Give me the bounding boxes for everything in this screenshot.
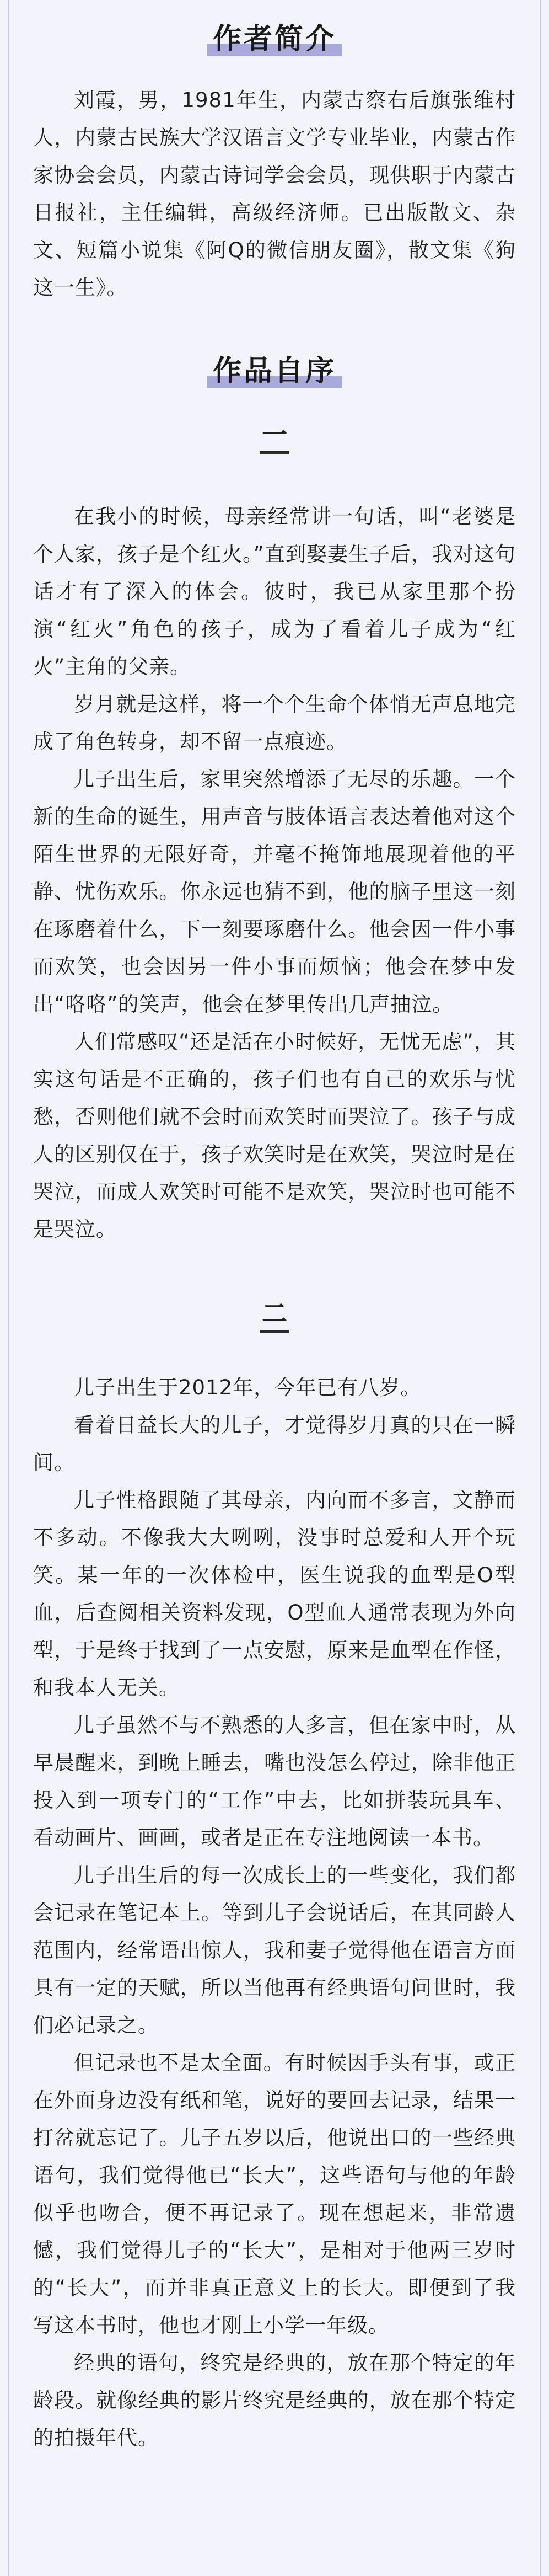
paragraph: 儿子虽然不与不熟悉的人多言，但在家中时，从早晨醒来，到晚上睡去，嘴也没怎么停过，除非他正投入到一项专门的“工作”中去，比如拼装玩具车、看动画片、画画，或者是正在专注地阅读一本书。 bbox=[33, 1713, 516, 1850]
preface-section-title: 作品自序 bbox=[209, 352, 340, 391]
paragraph: 儿子出生后的每一次成长上的一些变化，我们都会记录在笔记本上。等到儿子会说话后，在其同龄人范围内，经常语出惊人，我和妻子觉得他在语言方面具有一定的天赋，所以当他再有经典语句问世时，我们必记录之。 bbox=[33, 1863, 516, 2037]
paragraph: 人们常感叹“还是活在小时候好，无忧无虑”，其实这句话是不正确的，孩子们也有自己的欢乐与忧愁，否则他们就不会时而欢笑时而哭泣了。孩子与成人的区别仅在于，孩子欢笑时是在欢笑，哭泣时是在哭泣，而成人欢笑时可能不是欢笑，哭泣时也可能不是哭泣。 bbox=[33, 1030, 516, 1241]
author-section-header bbox=[33, 0, 516, 58]
author-bio: 刘霞，男，1981年生，内蒙古察右后旗张维村人，内蒙古民族大学汉语言文学专业毕业，内蒙古作家协会会员，内蒙古诗词学会会员，现供职于内蒙古日报社，主任编辑，高级经济师。已出版散文、杂文、短篇小说集《阿Q的微信朋友圈》，散文集《狗这一生》。 bbox=[33, 88, 516, 300]
chapter-one-body bbox=[33, 498, 516, 1248]
chapter-one-mark: 一 bbox=[33, 418, 516, 454]
paragraph: 但记录也不是太全面。有时候因手头有事，或正在外面身边没有纸和笔，说好的要回去记录，结果一打岔就忘记了。儿子五岁以后，他说出口的一些经典语句，我们觉得他已“长大”，这些语句与他的年龄似乎也吻合，便不再记录了。现在想起来，非常遗憾，我们觉得儿子的“长大”，是相对于他两三岁时的“长大”，而并非真正意义上的长大。即便到了我写这本书时，他也才刚上小学一年级。 bbox=[33, 2051, 516, 2337]
paragraph: 岁月就是这样，将一个个生命个体悄无声息地完成了角色转身，却不留一点痕迹。 bbox=[33, 692, 516, 753]
paragraph: 经典的语句，终究是经典的，放在那个特定的年龄段。就像经典的影片终究是经典的，放在那个特定的拍摄年代。 bbox=[33, 2351, 516, 2450]
chapter-two-mark: 二 bbox=[33, 1297, 516, 1333]
paragraph: 儿子出生后，家里突然增添了无尽的乐趣。一个新的生命的诞生，用声音与肢体语言表达着他对这个陌生世界的无限好奇，并毫不掩饰地展现着他的平静、忧伤欢乐。你永远也猜不到，他的脑子里这一刻在琢磨着什么，下一刻要琢磨什么。他会因一件小事而欢笑，也会因另一件小事而烦恼；他会在梦中发出“咯咯”的笑声，他会在梦里传出几声抽泣。 bbox=[33, 767, 516, 1016]
paragraph: 在我小的时候，母亲经常讲一句话，叫“老婆是个人家，孩子是个红火。”直到娶妻生子后，我对这句话才有了深入的体会。彼时，我已从家里那个扮演“红火”角色的孩子，成为了看着儿子成为“红火”主角的父亲。 bbox=[33, 505, 516, 678]
paragraph: 看着日益长大的儿子，才觉得岁月真的只在一瞬间。 bbox=[33, 1413, 516, 1474]
paragraph: 儿子出生于2012年，今年已有八岁。 bbox=[74, 1376, 422, 1399]
chapter-two-body bbox=[33, 1369, 516, 2457]
author-section-title: 作者简介 bbox=[209, 20, 340, 58]
paragraph: 儿子性格跟随了其母亲，内向而不多言，文静而不多动。不像我大大咧咧，没事时总爱和人开个玩笑。某一年的一次体检中，医生说我的血型是O型血，后查阅相关资料发现，O型血人通常表现为外向型，于是终于找到了一点安慰，原来是血型在作怪，和我本人无关。 bbox=[33, 1488, 516, 1699]
preface-section-header bbox=[33, 352, 516, 391]
